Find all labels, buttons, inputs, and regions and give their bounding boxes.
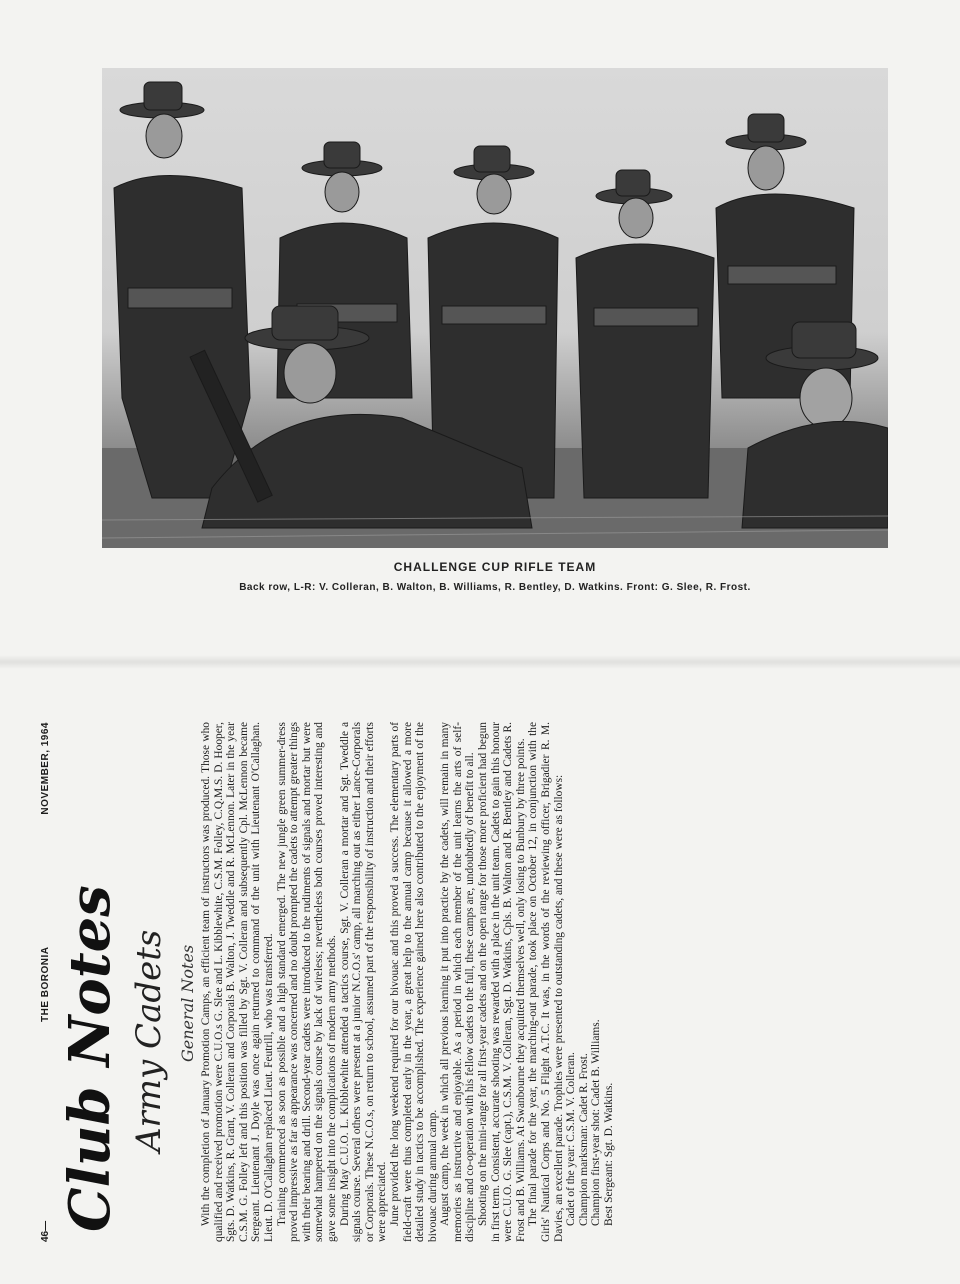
paragraph: Shooting on the mini-range for all first-year cadets and on the open range for those more proficient had begun in first term. Consistent, accurate shooting was rewarded with a place in the unit team. Cadets to gain this honour were C.U.O. G. Slee (capt.), C.S.M. V. Colleran, Sgt. D. Watkins, Cpls. B. Walton and R. Bentley and Cadets R. Frost and B. Williams. At Swanbourne they acquitted themselves well, only losing to Bunbury by three points.	[477, 722, 527, 1242]
page-number: 46—	[40, 1220, 51, 1242]
page-fold	[0, 655, 960, 669]
paragraph: June provided the long weekend required for our bivouac and this proved a success. The elementary parts of field-craft were thus completed early in the year, a great help to the annual camp because it allowed a more detailed study in tactics to be accomplished. The experience gained here also contributed to the enjoyment of the bivouac during annual camp.	[388, 722, 439, 1242]
paragraph: August camp, the week in which all previous learning it put into practice by the cadets, will remain in many memories as instructive and enjoyable. As a period in which each member of the unit learns the arts of self-discipline and co-operation with his fellow cadets to the full, these camps are, undoubtedly of benefit to all.	[439, 722, 477, 1242]
rotated-article	[30, 702, 890, 1262]
magazine-title: THE BORONIA	[40, 946, 51, 1022]
issue-date: NOVEMBER, 1964	[40, 722, 51, 815]
team-photo	[102, 68, 888, 548]
photo-caption-names: Back row, L-R: V. Colleran, B. Walton, B. Williams, R. Bentley, D. Watkins. Front: G. Slee, R. Frost.	[239, 582, 751, 593]
paragraph: With the completion of January Promotion Camps, an efficient team of instructors was produced. Those who qualified and received promotion were C.U.O.s G. Slee and L. Kibblewhite, C.S.M. Folley, C.Q.M.S. D. Hooper, Sgts. D. Watkins, R. Grant, V. Colleran and Corporals B. Walton, J. Tweddle and R. McLennon. Later in the year C.S.M. G. Folley left and this position was filled by Sgt. V. Colleran and subsequently Cpl. McLennon became Sergeant. Lieutenant J. Doyle was once again returned to command of the unit with Lieutenant O'Callaghan. Lieut. D. O'Callaghan replaced Lieut. Feutrill, who was transferred.	[200, 722, 275, 1242]
page-header	[40, 722, 56, 1242]
paragraph: The final parade for the year, the marching-out parade, took place on October 12, in conjunction with the Girls' Nautical Corps and No. 5 Flight A.T.C. It was, in the words of the reviewing officer, Brigadier R. M. Davies, an excellent parade. Trophies were presented to outstanding cadets, and these were as follows:	[527, 722, 565, 1242]
team-photo-illustration	[102, 68, 888, 548]
list-item: Champion first-year shot: Cadet B. Williams.	[590, 1019, 603, 1226]
paragraph: Training commenced as soon as possible and a high standard emerged. The new jungle green summer-dress proved impressive as far as appearance was concerned and no doubt prompted the cadets to attempt greater things with their bearing and drill. Second-year cadets were introduced to the rudiments of signals and mortar but were somewhat hampered on the signals course by lack of wireless; nevertheless both courses proved interesting and gave some insight into the complications of modern army methods.	[275, 722, 338, 1242]
list-item: Cadet of the year: C.S.M. V. Colleran.	[565, 1052, 578, 1226]
list-item: Best Sergeant: Sgt. D. Watkins.	[603, 1082, 615, 1226]
paragraph: During May C.U.O. L. Kibblewhite attended a tactics course, Sgt. V. Colleran a mortar and Sgt. Tweddle a signals course. Several others were present at a junior N.C.O.s' camp, all marching out as either Lance-Corporals or Corporals. These N.C.O.s, on return to school, assumed part of the responsibility of instruction and their efforts were appreciated.	[338, 722, 389, 1242]
photo-caption-title: CHALLENGE CUP RIFLE TEAM	[393, 560, 597, 574]
list-item: Champion marksman: Cadet R. Frost.	[577, 1053, 590, 1226]
club-notes-heading: Club Notes	[57, 885, 123, 1232]
army-cadets-heading: Army Cadets	[129, 929, 169, 1152]
trophy-list	[565, 722, 615, 1242]
article-body	[200, 722, 616, 1242]
general-notes-heading: General Notes	[178, 944, 197, 1062]
